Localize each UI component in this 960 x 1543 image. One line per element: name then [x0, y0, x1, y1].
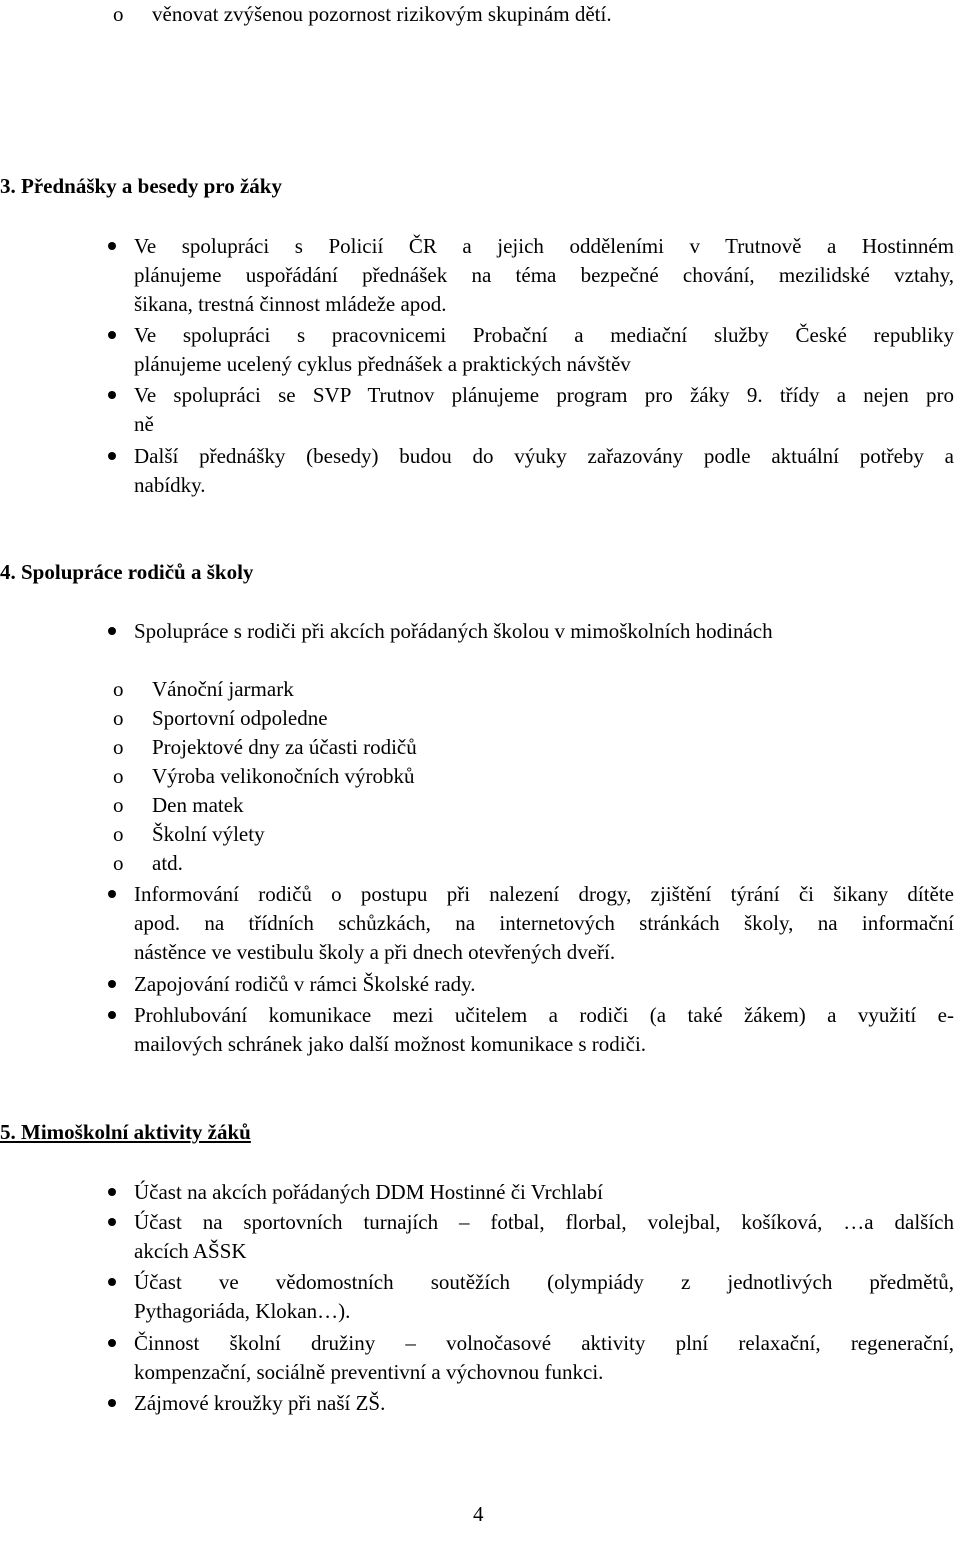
- list-item-text: kompenzační, sociálně preventivní a výchovnou funkci.: [134, 1360, 604, 1384]
- list-item-text: Spolupráce s rodiči při akcích pořádaných školou v mimoškolních hodinách: [134, 619, 773, 643]
- list-item-text: nástěnce ve vestibulu školy a při dnech otevřených dveří.: [134, 940, 616, 964]
- list-item-text: plánujeme uspořádání přednášek na téma bezpečné chování, mezilidské vztahy,: [134, 263, 954, 287]
- list-item-text: Činnost školní družiny – volnočasové aktivity plní relaxační, regenerační,: [134, 1331, 954, 1355]
- section-heading: 4. Spolupráce rodičů a školy: [0, 560, 254, 584]
- list-item-text: Ve spolupráci s pracovnicemi Probační a mediační služby České republiky: [134, 323, 954, 347]
- list-item-text: Účast ve vědomostních soutěžích (olympiády z jednotlivých předmětů,: [134, 1270, 954, 1294]
- sub-list-item: Sportovní odpoledne: [152, 706, 328, 730]
- bullet-icon: [108, 1399, 116, 1407]
- sub-list-item: atd.: [152, 851, 183, 875]
- bullet-icon: [108, 391, 116, 399]
- bullet-icon: [108, 1218, 116, 1226]
- circle-bullet-icon: o: [113, 677, 124, 701]
- bullet-icon: [108, 1278, 116, 1286]
- bullet-icon: [108, 331, 116, 339]
- sub-list-item: Projektové dny za účasti rodičů: [152, 735, 417, 759]
- circle-bullet-icon: o: [113, 735, 124, 759]
- circle-bullet-icon: o: [113, 793, 124, 817]
- list-item-text: Pythagoriáda, Klokan…).: [134, 1299, 351, 1323]
- list-item-text: Ve spolupráci s Policií ČR a jejich odděleními v Trutnově a Hostinném: [134, 234, 954, 258]
- list-item-text: mailových schránek jako další možnost komunikace s rodiči.: [134, 1032, 647, 1056]
- list-item-text: Informování rodičů o postupu při nalezení drogy, zjištění týrání či šikany dítěte: [134, 882, 954, 906]
- list-item-text: nabídky.: [134, 473, 206, 497]
- bullet-icon: [108, 890, 116, 898]
- list-item-text: věnovat zvýšenou pozornost rizikovým skupinám dětí.: [152, 2, 612, 26]
- page-number: 4: [473, 1502, 484, 1526]
- bullet-icon: [108, 1188, 116, 1196]
- sub-list-item: Vánoční jarmark: [152, 677, 294, 701]
- section-heading: 3. Přednášky a besedy pro žáky: [0, 174, 282, 198]
- bullet-icon: [108, 452, 116, 460]
- sub-list-item: Den matek: [152, 793, 244, 817]
- circle-bullet-icon: o: [113, 764, 124, 788]
- list-item-text: šikana, trestná činnost mládeže apod.: [134, 292, 447, 316]
- bullet-icon: [108, 1011, 116, 1019]
- list-item-text: Zájmové kroužky při naší ZŠ.: [134, 1391, 386, 1415]
- circle-bullet-icon: o: [113, 2, 124, 26]
- bullet-icon: [108, 242, 116, 250]
- sub-list-item: Školní výlety: [152, 822, 265, 846]
- list-item-text: Účast na akcích pořádaných DDM Hostinné či Vrchlabí: [134, 1180, 603, 1204]
- circle-bullet-icon: o: [113, 851, 124, 875]
- list-item-text: ně: [134, 412, 154, 436]
- list-item-text: Prohlubování komunikace mezi učitelem a rodiči (a také žákem) a využití e-: [134, 1003, 954, 1027]
- list-item-text: apod. na třídních schůzkách, na internetových stránkách školy, na informační: [134, 911, 954, 935]
- list-item-text: Další přednášky (besedy) budou do výuky zařazovány podle aktuální potřeby a: [134, 444, 954, 468]
- list-item-text: Ve spolupráci se SVP Trutnov plánujeme program pro žáky 9. třídy a nejen pro: [134, 383, 954, 407]
- bullet-icon: [108, 980, 116, 988]
- list-item-text: Zapojování rodičů v rámci Školské rady.: [134, 972, 476, 996]
- list-item-text: Účast na sportovních turnajích – fotbal, florbal, volejbal, košíková, …a dalších: [134, 1210, 954, 1234]
- section-heading: 5. Mimoškolní aktivity žáků: [0, 1120, 251, 1144]
- list-item-text: akcích AŠSK: [134, 1239, 247, 1263]
- sub-list-item: Výroba velikonočních výrobků: [152, 764, 415, 788]
- circle-bullet-icon: o: [113, 706, 124, 730]
- circle-bullet-icon: o: [113, 822, 124, 846]
- bullet-icon: [108, 627, 116, 635]
- bullet-icon: [108, 1339, 116, 1347]
- list-item-text: plánujeme ucelený cyklus přednášek a praktických návštěv: [134, 352, 631, 376]
